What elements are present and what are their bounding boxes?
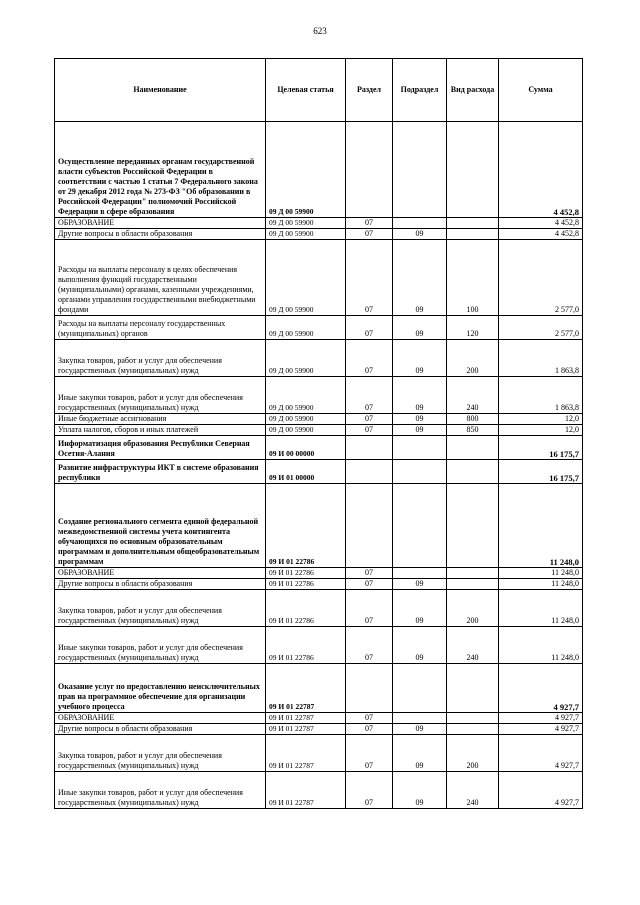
cell-amount: 11 248,0 xyxy=(499,579,583,590)
cell-subsection: 09 xyxy=(393,229,447,240)
cell-expense-type: 200 xyxy=(447,590,499,627)
cell-subsection: 09 xyxy=(393,377,447,414)
cell-subsection: 09 xyxy=(393,316,447,340)
cell-expense-type: 240 xyxy=(447,772,499,809)
table-row xyxy=(55,724,583,735)
cell-section: 07 xyxy=(346,340,393,377)
table-row xyxy=(55,377,583,414)
cell-subsection xyxy=(393,436,447,460)
cell-section xyxy=(346,664,393,713)
cell-amount: 1 863,8 xyxy=(499,340,583,377)
cell-section: 07 xyxy=(346,218,393,229)
header-subsection: Подраздел xyxy=(393,59,447,122)
cell-amount: 4 452,8 xyxy=(499,218,583,229)
cell-name: Расходы на выплаты персоналу в целях обеспечения выполнения функций государственными (муниципальными) органами, казенными учреждениями, органами управления государственными внебюджетными фондами xyxy=(55,240,266,316)
cell-amount: 4 927,7 xyxy=(499,735,583,772)
cell-name: Информатизация образования Республики Северная Осетия-Алания xyxy=(55,436,266,460)
cell-amount: 4 927,7 xyxy=(499,713,583,724)
cell-target: 09 И 01 00000 xyxy=(266,460,346,484)
cell-subsection: 09 xyxy=(393,414,447,425)
cell-name: Иные закупки товаров, работ и услуг для обеспечения государственных (муниципальных) нужд xyxy=(55,772,266,809)
table-row xyxy=(55,425,583,436)
header-section: Раздел xyxy=(346,59,393,122)
cell-subsection: 09 xyxy=(393,772,447,809)
cell-name: Закупка товаров, работ и услуг для обеспечения государственных (муниципальных) нужд xyxy=(55,340,266,377)
cell-amount: 1 863,8 xyxy=(499,377,583,414)
header-expense-type: Вид расхода xyxy=(447,59,499,122)
cell-target: 09 И 01 22787 xyxy=(266,664,346,713)
page-number: 623 xyxy=(313,26,327,36)
cell-target: 09 Д 00 59900 xyxy=(266,240,346,316)
cell-subsection: 09 xyxy=(393,425,447,436)
cell-name: Оказание услуг по предоставлению неисключительных прав на программное обеспечение для организации учебного процесса xyxy=(55,664,266,713)
table-row xyxy=(55,713,583,724)
cell-amount: 11 248,0 xyxy=(499,590,583,627)
cell-name: Другие вопросы в области образования xyxy=(55,579,266,590)
cell-amount: 12,0 xyxy=(499,425,583,436)
cell-name: Расходы на выплаты персоналу государственных (муниципальных) органов xyxy=(55,316,266,340)
cell-amount: 16 175,7 xyxy=(499,460,583,484)
cell-section: 07 xyxy=(346,377,393,414)
cell-section: 07 xyxy=(346,316,393,340)
cell-expense-type: 800 xyxy=(447,414,499,425)
table-row xyxy=(55,460,583,484)
cell-amount: 2 577,0 xyxy=(499,240,583,316)
cell-section: 07 xyxy=(346,579,393,590)
cell-target: 09 Д 00 59900 xyxy=(266,377,346,414)
table-row xyxy=(55,772,583,809)
cell-target: 09 И 01 22786 xyxy=(266,627,346,664)
cell-expense-type: 100 xyxy=(447,240,499,316)
cell-section xyxy=(346,484,393,568)
header-target: Целевая статья xyxy=(266,59,346,122)
cell-target: 09 Д 00 59900 xyxy=(266,229,346,240)
cell-expense-type xyxy=(447,713,499,724)
cell-expense-type: 850 xyxy=(447,425,499,436)
cell-amount: 11 248,0 xyxy=(499,627,583,664)
cell-subsection: 09 xyxy=(393,735,447,772)
cell-amount: 11 248,0 xyxy=(499,484,583,568)
cell-expense-type xyxy=(447,724,499,735)
cell-target: 09 Д 00 59900 xyxy=(266,316,346,340)
cell-subsection: 09 xyxy=(393,579,447,590)
cell-target: 09 Д 00 59900 xyxy=(266,218,346,229)
cell-target: 09 И 01 22786 xyxy=(266,484,346,568)
table-row xyxy=(55,122,583,218)
cell-section xyxy=(346,436,393,460)
header-name: Наименование xyxy=(55,59,266,122)
cell-subsection xyxy=(393,484,447,568)
cell-name: Создание регионального сегмента единой федеральной межведомственной системы учета контингента обучающихся по основным образовательным программам и дополнительным общеобразовательным программам xyxy=(55,484,266,568)
cell-name: Закупка товаров, работ и услуг для обеспечения государственных (муниципальных) нужд xyxy=(55,735,266,772)
table-row xyxy=(55,735,583,772)
cell-section xyxy=(346,460,393,484)
cell-subsection xyxy=(393,460,447,484)
cell-name: Другие вопросы в области образования xyxy=(55,724,266,735)
cell-expense-type: 240 xyxy=(447,377,499,414)
cell-target: 09 И 01 22786 xyxy=(266,590,346,627)
table-row xyxy=(55,568,583,579)
cell-section: 07 xyxy=(346,713,393,724)
cell-subsection xyxy=(393,122,447,218)
cell-expense-type: 240 xyxy=(447,627,499,664)
cell-section: 07 xyxy=(346,590,393,627)
cell-subsection: 09 xyxy=(393,724,447,735)
table-row xyxy=(55,218,583,229)
cell-section: 07 xyxy=(346,724,393,735)
cell-amount: 4 452,8 xyxy=(499,229,583,240)
cell-section: 07 xyxy=(346,229,393,240)
table-row xyxy=(55,590,583,627)
table-row xyxy=(55,340,583,377)
cell-amount: 16 175,7 xyxy=(499,436,583,460)
cell-expense-type xyxy=(447,229,499,240)
cell-name: Другие вопросы в области образования xyxy=(55,229,266,240)
cell-subsection: 09 xyxy=(393,240,447,316)
cell-subsection xyxy=(393,713,447,724)
cell-subsection: 09 xyxy=(393,340,447,377)
cell-amount: 4 452,8 xyxy=(499,122,583,218)
cell-name: Иные бюджетные ассигнования xyxy=(55,414,266,425)
cell-name: Закупка товаров, работ и услуг для обеспечения государственных (муниципальных) нужд xyxy=(55,590,266,627)
cell-expense-type xyxy=(447,579,499,590)
table-row xyxy=(55,579,583,590)
table-row xyxy=(55,240,583,316)
cell-name: Иные закупки товаров, работ и услуг для обеспечения государственных (муниципальных) нужд xyxy=(55,377,266,414)
cell-name: ОБРАЗОВАНИЕ xyxy=(55,218,266,229)
cell-expense-type xyxy=(447,460,499,484)
table-row xyxy=(55,414,583,425)
cell-expense-type xyxy=(447,484,499,568)
cell-amount: 12,0 xyxy=(499,414,583,425)
table-row xyxy=(55,316,583,340)
cell-subsection: 09 xyxy=(393,627,447,664)
cell-target: 09 Д 00 59900 xyxy=(266,122,346,218)
table-row xyxy=(55,627,583,664)
cell-target: 09 Д 00 59900 xyxy=(266,414,346,425)
cell-section: 07 xyxy=(346,772,393,809)
cell-target: 09 И 01 22786 xyxy=(266,568,346,579)
cell-amount: 2 577,0 xyxy=(499,316,583,340)
cell-subsection xyxy=(393,218,447,229)
cell-target: 09 И 01 22787 xyxy=(266,724,346,735)
cell-expense-type: 200 xyxy=(447,340,499,377)
table-row xyxy=(55,484,583,568)
cell-section: 07 xyxy=(346,735,393,772)
cell-name: Развитие инфраструктуры ИКТ в системе образования республики xyxy=(55,460,266,484)
cell-name: ОБРАЗОВАНИЕ xyxy=(55,713,266,724)
cell-amount: 4 927,7 xyxy=(499,724,583,735)
cell-target: 09 Д 00 59900 xyxy=(266,340,346,377)
cell-expense-type xyxy=(447,568,499,579)
header-amount: Сумма xyxy=(499,59,583,122)
cell-amount: 4 927,7 xyxy=(499,772,583,809)
cell-name: Осуществление переданных органам государственной власти субъектов Российской Федерации в соответствии с частью 1 статьи 7 Федерального закона от 29 декабря 2012 года № 273-ФЗ "Об образовании в Российской Федерации" полномочий Российской Федерации в сфере образования xyxy=(55,122,266,218)
table-body xyxy=(55,122,583,809)
cell-expense-type: 200 xyxy=(447,735,499,772)
cell-expense-type xyxy=(447,436,499,460)
cell-section: 07 xyxy=(346,240,393,316)
cell-name: Иные закупки товаров, работ и услуг для обеспечения государственных (муниципальных) нужд xyxy=(55,627,266,664)
cell-amount: 11 248,0 xyxy=(499,568,583,579)
cell-subsection xyxy=(393,664,447,713)
table-header-row xyxy=(55,59,583,122)
cell-expense-type: 120 xyxy=(447,316,499,340)
table-row xyxy=(55,229,583,240)
cell-target: 09 И 01 22786 xyxy=(266,579,346,590)
cell-amount: 4 927,7 xyxy=(499,664,583,713)
cell-expense-type xyxy=(447,218,499,229)
cell-target: 09 И 01 22787 xyxy=(266,735,346,772)
cell-target: 09 И 01 22787 xyxy=(266,772,346,809)
cell-expense-type xyxy=(447,664,499,713)
cell-section: 07 xyxy=(346,425,393,436)
cell-section: 07 xyxy=(346,627,393,664)
cell-name: ОБРАЗОВАНИЕ xyxy=(55,568,266,579)
cell-name: Уплата налогов, сборов и иных платежей xyxy=(55,425,266,436)
table-row xyxy=(55,436,583,460)
cell-subsection: 09 xyxy=(393,590,447,627)
cell-expense-type xyxy=(447,122,499,218)
table-row xyxy=(55,664,583,713)
cell-subsection xyxy=(393,568,447,579)
cell-section: 07 xyxy=(346,414,393,425)
budget-table xyxy=(54,58,583,809)
cell-target: 09 И 00 00000 xyxy=(266,436,346,460)
cell-target: 09 Д 00 59900 xyxy=(266,425,346,436)
cell-target: 09 И 01 22787 xyxy=(266,713,346,724)
cell-section xyxy=(346,122,393,218)
cell-section: 07 xyxy=(346,568,393,579)
